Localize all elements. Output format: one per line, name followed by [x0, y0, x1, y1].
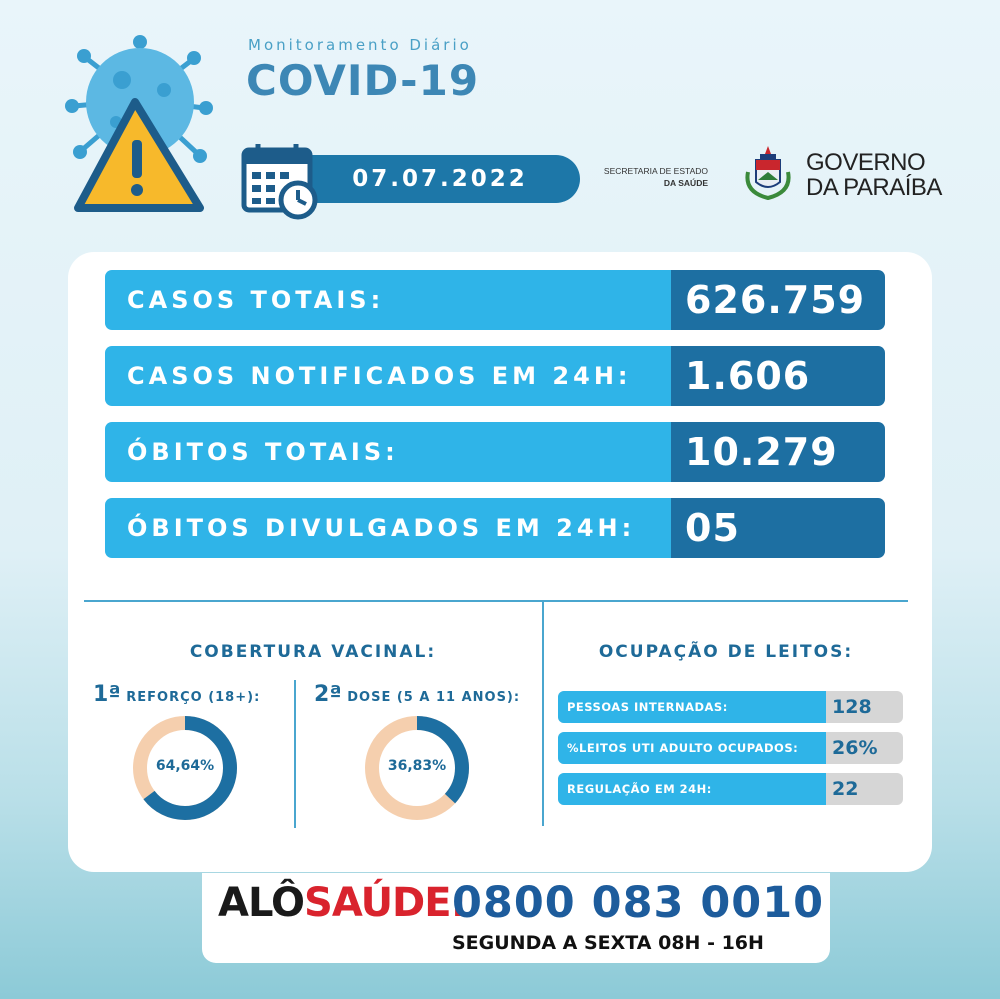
- phone-number: 0800 083 0010: [452, 878, 825, 928]
- stat-label: ÓBITOS DIVULGADOS EM 24H:: [105, 498, 671, 558]
- stat-value: 1.606: [671, 346, 885, 406]
- leitos-value: 22: [832, 778, 859, 800]
- stat-row-casos-24h: [105, 346, 885, 406]
- secretaria-line1: SECRETARIA DE ESTADO: [603, 166, 708, 176]
- virus-warning-icon: [60, 30, 220, 220]
- divider: [84, 600, 908, 602]
- leitos-value: 26%: [832, 737, 878, 759]
- dose-number: 2ª: [314, 682, 342, 707]
- dose-label: REFORÇO (18+):: [126, 690, 261, 705]
- stat-row-obitos-totais: [105, 422, 885, 482]
- secretaria-line2: DA SAÚDE: [663, 178, 708, 188]
- divider: [294, 680, 296, 828]
- stat-label: CASOS NOTIFICADOS EM 24H:: [105, 346, 671, 406]
- donut-value-1: 64,64%: [155, 758, 215, 774]
- leitos-value: 128: [832, 696, 872, 718]
- alo-saude-logo: [218, 880, 466, 926]
- dose-number: 1ª: [93, 682, 121, 707]
- stat-value: 626.759: [671, 270, 885, 330]
- gov-line1: GOVERNO: [806, 149, 926, 176]
- alo-text: ALÔ: [218, 880, 305, 926]
- stat-label: CASOS TOTAIS:: [105, 270, 671, 330]
- leitos-title: OCUPAÇÃO DE LEITOS:: [598, 642, 854, 662]
- vacinal-label-1: [93, 682, 260, 707]
- stat-label: ÓBITOS TOTAIS:: [105, 422, 671, 482]
- donut-value-2: 36,83%: [387, 758, 447, 774]
- stat-row-obitos-24h: [105, 498, 885, 558]
- leitos-label: REGULAÇÃO EM 24H:: [558, 773, 826, 805]
- leitos-label: PESSOAS INTERNADAS:: [558, 691, 826, 723]
- leitos-row-regulacao: [558, 773, 903, 805]
- stat-row-casos-totais: [105, 270, 885, 330]
- date-text: 07.07.2022: [352, 166, 528, 192]
- dose-label: DOSE (5 A 11 ANOS):: [347, 690, 521, 705]
- opening-hours: SEGUNDA A SEXTA 08H - 16H: [452, 932, 764, 954]
- stat-value: 10.279: [671, 422, 885, 482]
- secretaria-label: [590, 165, 708, 189]
- divider: [542, 600, 544, 826]
- saude-text: SAÚDE:: [304, 880, 466, 926]
- government-logo-text: [806, 150, 942, 200]
- subtitle: Monitoramento Diário: [248, 36, 472, 54]
- stat-value: 05: [671, 498, 885, 558]
- coat-of-arms-icon: [738, 142, 798, 202]
- page-title: COVID-19: [246, 56, 480, 105]
- leitos-label: %LEITOS UTI ADULTO OCUPADOS:: [558, 732, 826, 764]
- leitos-row-internadas: [558, 691, 903, 723]
- vacinal-title: COBERTURA VACINAL:: [189, 642, 437, 662]
- gov-line2: DA PARAÍBA: [806, 174, 942, 201]
- vacinal-label-2: [314, 682, 520, 707]
- leitos-row-uti: [558, 732, 903, 764]
